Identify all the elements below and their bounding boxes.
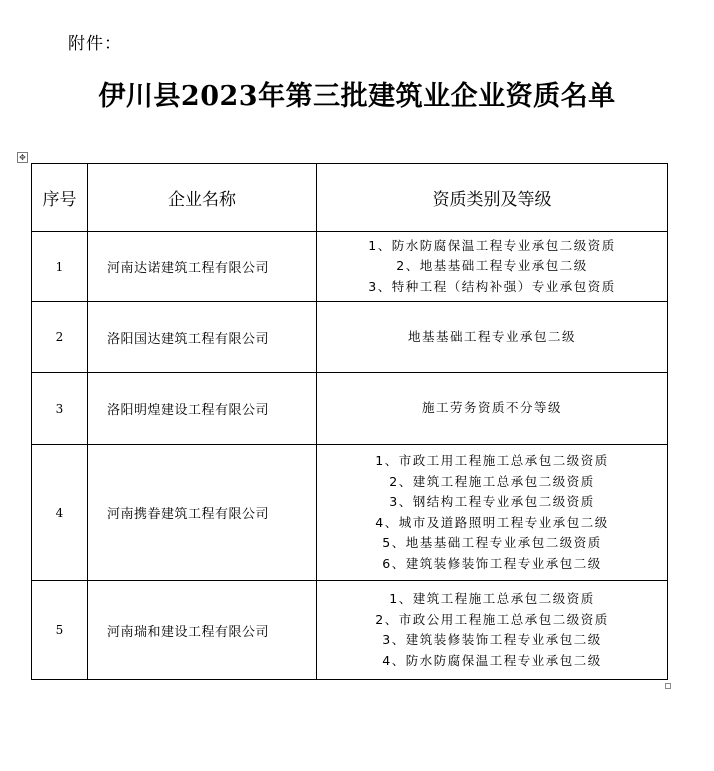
qualification-line: 2、建筑工程施工总承包二级资质 bbox=[389, 473, 595, 489]
qualification-cell bbox=[317, 232, 668, 302]
column-header-company: 企业名称 bbox=[88, 164, 317, 232]
qualification-line: 施工劳务资质不分等级 bbox=[421, 400, 562, 416]
row-number: 3 bbox=[32, 373, 88, 445]
table-move-handle-icon[interactable]: ✥ bbox=[17, 152, 28, 163]
company-name: 洛阳明煌建设工程有限公司 bbox=[88, 373, 317, 445]
row-number: 4 bbox=[32, 445, 88, 581]
qualification-cell bbox=[317, 581, 668, 680]
document-title: 伊川县2023年第三批建筑业企业资质名单 bbox=[98, 81, 616, 112]
column-header-number: 序号 bbox=[32, 164, 88, 232]
table-row bbox=[32, 581, 668, 680]
company-name: 洛阳国达建筑工程有限公司 bbox=[88, 302, 317, 373]
table-row bbox=[32, 302, 668, 373]
table-header-row bbox=[32, 164, 668, 232]
qualification-line: 3、特种工程（结构补强）专业承包资质 bbox=[368, 278, 616, 294]
qualification-line: 1、市政工用工程施工总承包二级资质 bbox=[375, 453, 609, 468]
table-row bbox=[32, 232, 668, 302]
attachment-label: 附件： bbox=[68, 34, 122, 54]
qualification-cell bbox=[317, 373, 668, 445]
row-number: 2 bbox=[32, 302, 88, 373]
qualification-line: 4、城市及道路照明工程专业承包二级 bbox=[375, 514, 609, 530]
qualification-line: 6、建筑装修装饰工程专业承包二级 bbox=[382, 555, 602, 571]
qualification-line: 4、防水防腐保温工程专业承包二级 bbox=[382, 652, 602, 668]
qualification-line: 地基基础工程专业承包二级 bbox=[407, 328, 576, 344]
qualification-cell bbox=[317, 302, 668, 373]
qualification-line: 3、钢结构工程专业承包二级资质 bbox=[389, 494, 595, 509]
row-number: 1 bbox=[32, 232, 88, 302]
table-row bbox=[32, 373, 668, 445]
qualification-line: 2、市政公用工程施工总承包二级资质 bbox=[375, 611, 609, 627]
company-name: 河南携眷建筑工程有限公司 bbox=[88, 445, 317, 581]
qualification-table bbox=[31, 163, 668, 680]
qualification-line: 3、建筑装修装饰工程专业承包二级 bbox=[382, 632, 602, 647]
qualification-line: 1、建筑工程施工总承包二级资质 bbox=[389, 591, 595, 606]
column-header-qualification: 资质类别及等级 bbox=[317, 164, 668, 232]
qualification-line: 5、地基基础工程专业承包二级资质 bbox=[382, 535, 602, 550]
company-name: 河南瑞和建设工程有限公司 bbox=[88, 581, 317, 680]
qualification-cell bbox=[317, 445, 668, 581]
row-number: 5 bbox=[32, 581, 88, 680]
qualification-line: 1、防水防腐保温工程专业承包二级资质 bbox=[368, 237, 616, 253]
table-row bbox=[32, 445, 668, 581]
table-resize-handle[interactable] bbox=[665, 683, 671, 689]
company-name: 河南达诺建筑工程有限公司 bbox=[88, 232, 317, 302]
qualification-line: 2、地基基础工程专业承包二级 bbox=[396, 258, 588, 274]
